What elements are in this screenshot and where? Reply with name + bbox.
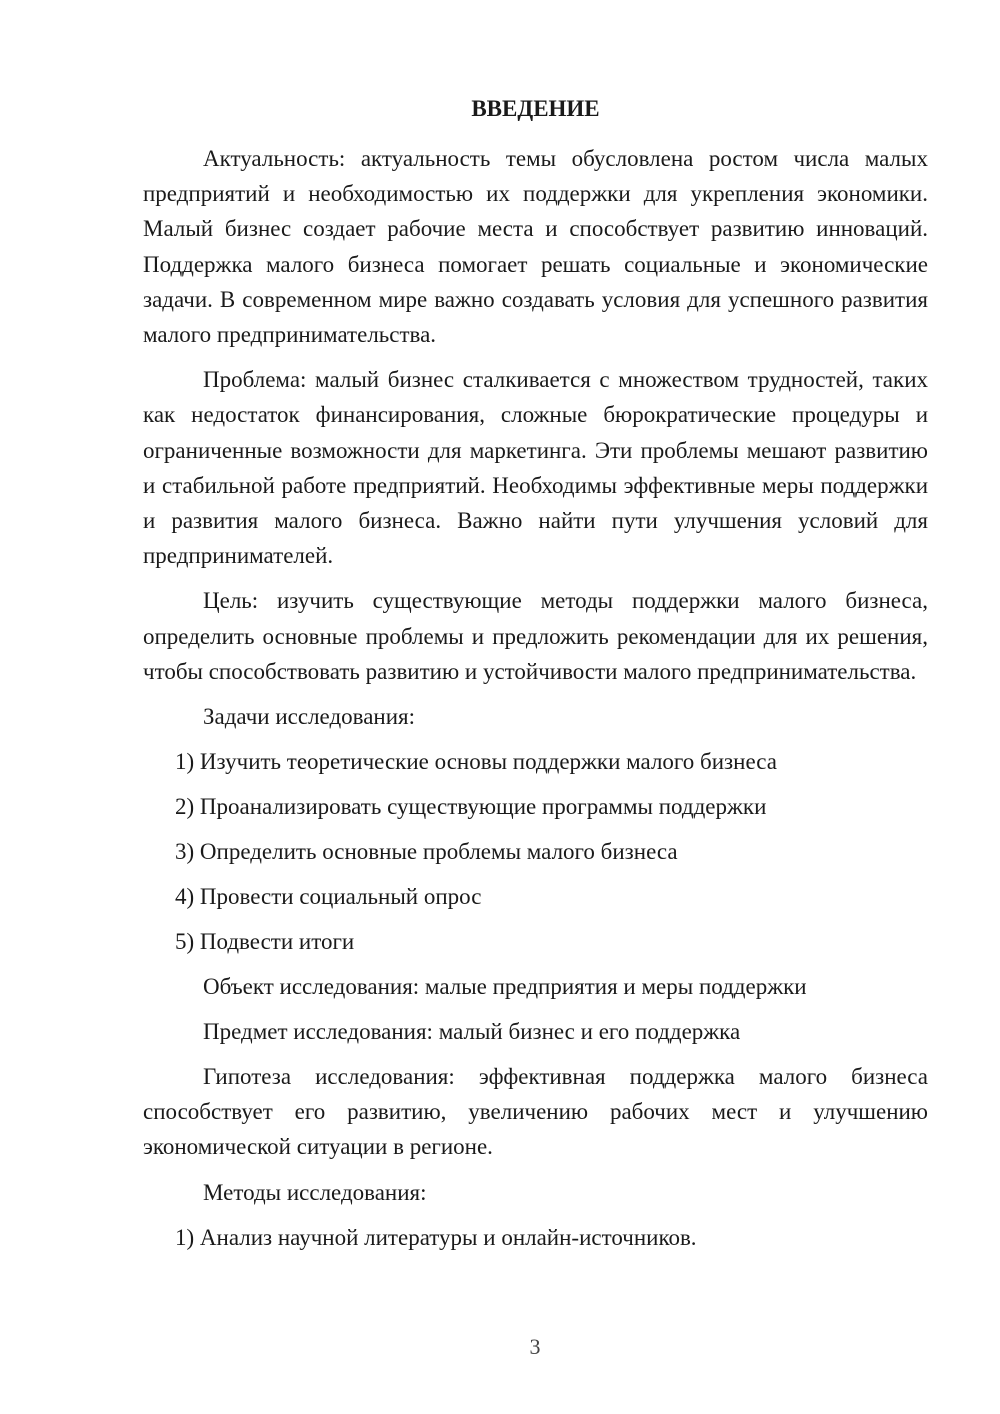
tasks-list bbox=[143, 744, 928, 959]
goal-paragraph: Цель: изучить существующие методы поддержки малого бизнеса, определить основные проблемы и предложить рекомендации для их решения, чтобы способствовать развитию и устойчивости малого предпринимательства. bbox=[143, 588, 928, 684]
document-body bbox=[143, 92, 928, 1265]
list-item: 5) Подвести итоги bbox=[175, 929, 355, 955]
list-item: 1) Анализ научной литературы и онлайн-источников. bbox=[175, 1224, 697, 1250]
methods-list bbox=[143, 1220, 928, 1255]
list-item: 2) Проанализировать существующие программы поддержки bbox=[175, 794, 767, 820]
page-number: 3 bbox=[529, 1334, 541, 1359]
list-item: 1) Изучить теоретические основы поддержки малого бизнеса bbox=[175, 749, 777, 775]
research-object: Объект исследования: малые предприятия и меры поддержки bbox=[203, 974, 807, 1000]
list-item: 4) Провести социальный опрос bbox=[175, 884, 482, 910]
page-title: ВВЕДЕНИЕ bbox=[471, 96, 600, 121]
research-subject: Предмет исследования: малый бизнес и его поддержка bbox=[203, 1019, 741, 1045]
hypothesis-paragraph: Гипотеза исследования: эффективная поддержка малого бизнеса способствует его развитию, увеличению рабочих мест и улучшению экономической ситуации в регионе. bbox=[143, 1064, 928, 1160]
tasks-heading: Задачи исследования: bbox=[203, 704, 416, 730]
relevance-paragraph: Актуальность: актуальность темы обусловлена ростом числа малых предприятий и необходимостью их поддержки для укрепления экономики. Малый бизнес создает рабочие места и способствует развитию инноваций. Поддержка малого бизнеса помогает решать социальные и экономические задачи. В современном мире важно создавать условия для успешного развития малого предпринимательства. bbox=[143, 146, 928, 348]
problem-paragraph: Проблема: малый бизнес сталкивается с множеством трудностей, таких как недостаток финансирования, сложные бюрократические процедуры и ограниченные возможности для маркетинга. Эти проблемы мешают развитию и стабильной работе предприятий. Необходимы эффективные меры поддержки и развития малого бизнеса. Важно найти пути улучшения условий для предпринимателей. bbox=[143, 367, 928, 569]
methods-heading: Методы исследования: bbox=[203, 1179, 427, 1205]
list-item: 3) Определить основные проблемы малого бизнеса bbox=[175, 839, 678, 865]
